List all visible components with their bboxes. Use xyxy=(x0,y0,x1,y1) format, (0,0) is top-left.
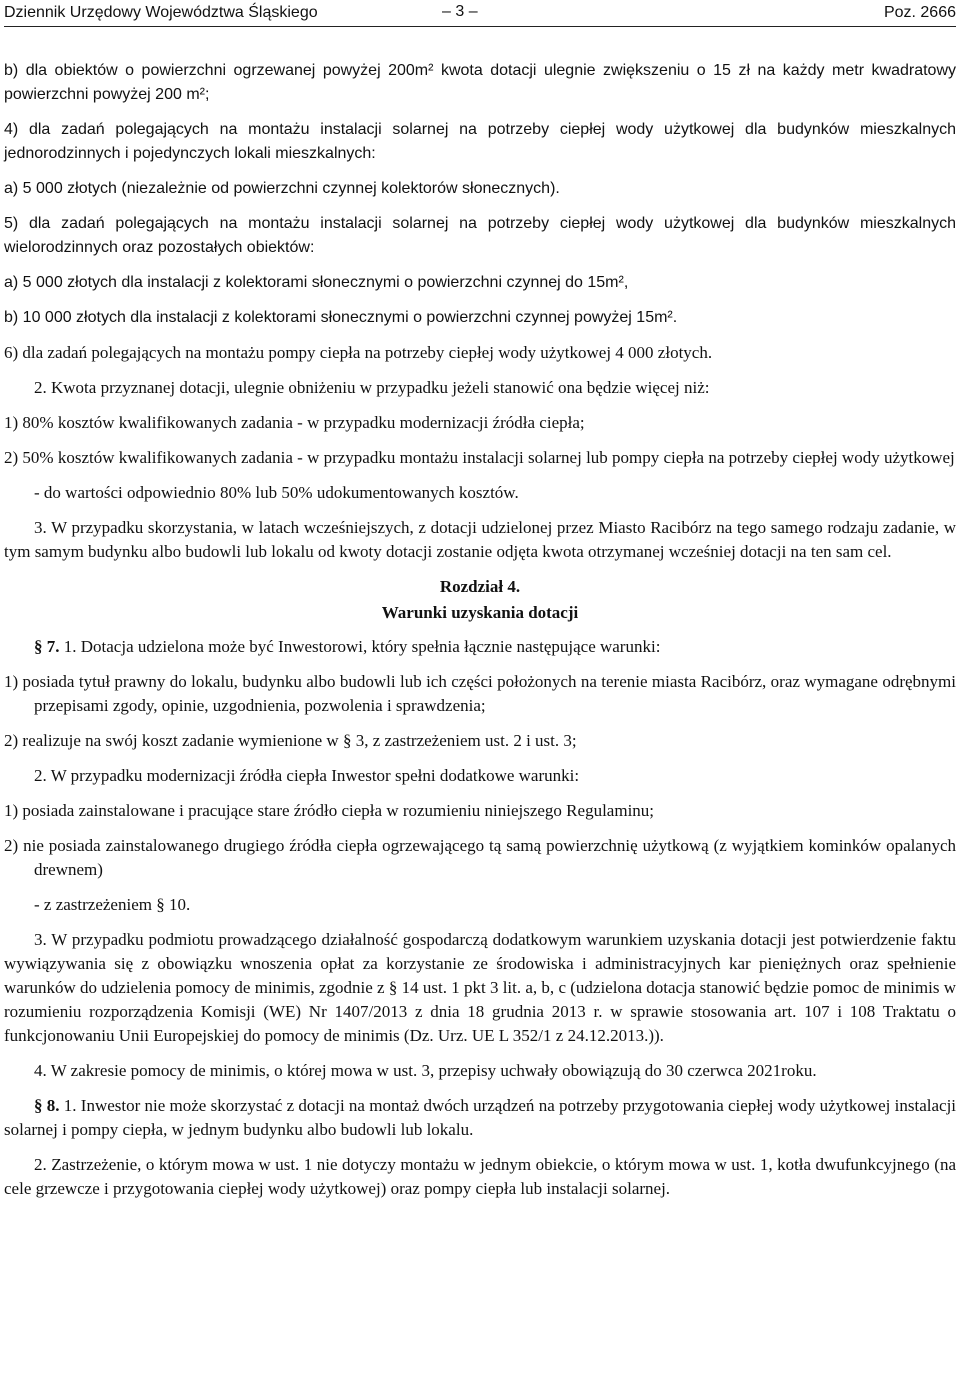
paragraph-point-6: 6) dla zadań polegających na montażu pompy ciepła na potrzeby ciepłej wody użytkowej 4 000 złotych. xyxy=(4,343,713,362)
section-7-ust-1 xyxy=(4,635,956,659)
journal-title: Dziennik Urzędowy Województwa Śląskiego xyxy=(4,4,318,21)
paragraph-point-5a: a) 5 000 złotych dla instalacji z kolektorami słonecznymi o powierzchni czynnej do 15m², xyxy=(4,274,629,291)
section-7-ust-2-pt-2: 2) nie posiada zainstalowanego drugiego źródła ciepła ogrzewającego tą samą powierzchnię użytkową (z wyjątkiem kominków opalanych drewnem) xyxy=(4,836,956,879)
section-8-ust-1 xyxy=(4,1094,956,1142)
paragraph-point-5b: b) 10 000 złotych dla instalacji z kolektorami słonecznymi o powierzchni czynnej powyżej 15m². xyxy=(4,309,678,326)
chapter-number: Rozdział 4. xyxy=(439,577,521,596)
page-number: – 3 – xyxy=(442,3,478,20)
paragraph-point-4a: a) 5 000 złotych (niezależnie od powierzchni czynnej kolektorów słonecznych). xyxy=(4,180,560,197)
section-8-ust-2: 2. Zastrzeżenie, o którym mowa w ust. 1 nie dotyczy montażu w jednym obiekcie, o którym mowa w ust. 1, kotła dwufunkcyjnego (na cele grzewcze i przygotowania ciepłej wody użytkowej) oraz pompy ciepła lub instalacji solarnej. xyxy=(4,1155,956,1198)
paragraph-ust-2-pt-2: 2) 50% kosztów kwalifikowanych zadania - w przypadku montażu instalacji solarnej lub pompy ciepła na potrzeby ciepłej wody użytkowej xyxy=(4,448,955,467)
section-7-ust-4: 4. W zakresie pomocy de minimis, o której mowa w ust. 3, przepisy uchwały obowiązują do 30 czerwca 2021roku. xyxy=(34,1061,817,1080)
paragraph-ust-3: 3. W przypadku skorzystania, w latach wcześniejszych, z dotacji udzielonej przez Miasto Racibórz na tego samego rodzaju zadanie, w tym samym budynku albo budowli lub lokalu od kwoty dotacji zostanie odjęta kwota otrzymanej wcześniej dotacji na ten sam cel. xyxy=(4,518,956,561)
paragraph-ust-2-pt-1: 1) 80% kosztów kwalifikowanych zadania - w przypadku modernizacji źródła ciepła; xyxy=(4,413,585,432)
section-7-ust-2-pt-1: 1) posiada zainstalowane i pracujące stare źródło ciepła w rozumieniu niniejszego Regulaminu; xyxy=(4,801,655,820)
section-8-number: § 8. xyxy=(34,1096,60,1115)
section-7-ust-2-dash: - z zastrzeżeniem § 10. xyxy=(34,895,191,914)
page-header xyxy=(4,0,956,27)
section-7-pt-2: 2) realizuje na swój koszt zadanie wymienione w § 3, z zastrzeżeniem ust. 2 i ust. 3; xyxy=(4,731,577,750)
section-7-number: § 7. xyxy=(34,637,60,656)
section-7-ust-3: 3. W przypadku podmiotu prowadzącego działalność gospodarczą dodatkowym warunkiem uzyskania dotacji jest potwierdzenie faktu wywiązywania się z obowiązku wnoszenia opłat za korzystanie ze środowiska i administracyjnych kar pieniężnych oraz spełnienie warunków do udzielenia pomocy de minimis, zgodnie z § 14 ust. 1 pkt 3 lit. a, b, c (udzielona dotacja stanowić będzie pomoc de minimis w rozumieniu rozporządzenia Komisji (WE) Nr 1407/2013 z dnia 18 grudnia 2013 r. w sprawie stosowania art. 107 i 108 Traktatu o funkcjonowaniu Unii Europejskiej do pomocy de minimis (Dz. Urz. UE L 352/1 z 24.12.2013.)). xyxy=(4,930,956,1045)
paragraph-b-area: b) dla obiektów o powierzchni ogrzewanej powyżej 200m² kwota dotacji ulegnie zwiększeniu o 15 zł na każdy metr kwadratowy powierzchni powyżej 200 m²; xyxy=(4,62,956,103)
section-7-ust-2: 2. W przypadku modernizacji źródła ciepła Inwestor spełni dodatkowe warunki: xyxy=(34,766,580,785)
chapter-title: Warunki uzyskania dotacji xyxy=(381,603,579,622)
paragraph-ust-2: 2. Kwota przyznanej dotacji, ulegnie obniżeniu w przypadku jeżeli stanowić ona będzie więcej niż: xyxy=(34,378,710,397)
paragraph-point-4: 4) dla zadań polegających na montażu instalacji solarnej na potrzeby ciepłej wody użytkowej dla budynków mieszkalnych jednorodzinnych i pojedynczych lokali mieszkalnych: xyxy=(4,121,956,162)
document-page xyxy=(4,0,956,1212)
section-7-pt-1: 1) posiada tytuł prawny do lokalu, budynku albo budowli lub ich części położonych na terenie miasta Racibórz, oraz wymagane odrębnymi przepisami zgody, opinie, uzgodnienia, pozwolenia i sprawdzenia; xyxy=(4,672,956,715)
section-8-ust-1-text: 1. Inwestor nie może skorzystać z dotacji na montaż dwóch urządzeń na potrzeby przygotowania ciepłej wody użytkowej instalacji solarnej i pompy ciepła, w jednym budynku albo budowli lub lokalu. xyxy=(4,1096,957,1139)
paragraph-point-5: 5) dla zadań polegających na montażu instalacji solarnej na potrzeby ciepłej wody użytkowej dla budynków mieszkalnych wielorodzinnych oraz pozostałych obiektów: xyxy=(4,215,956,256)
position-number: Poz. 2666 xyxy=(883,4,956,21)
section-7-ust-1-text: 1. Dotacja udzielona może być Inwestorowi, który spełnia łącznie następujące warunki: xyxy=(63,637,661,656)
paragraph-ust-2-dash: - do wartości odpowiednio 80% lub 50% udokumentowanych kosztów. xyxy=(34,483,519,502)
